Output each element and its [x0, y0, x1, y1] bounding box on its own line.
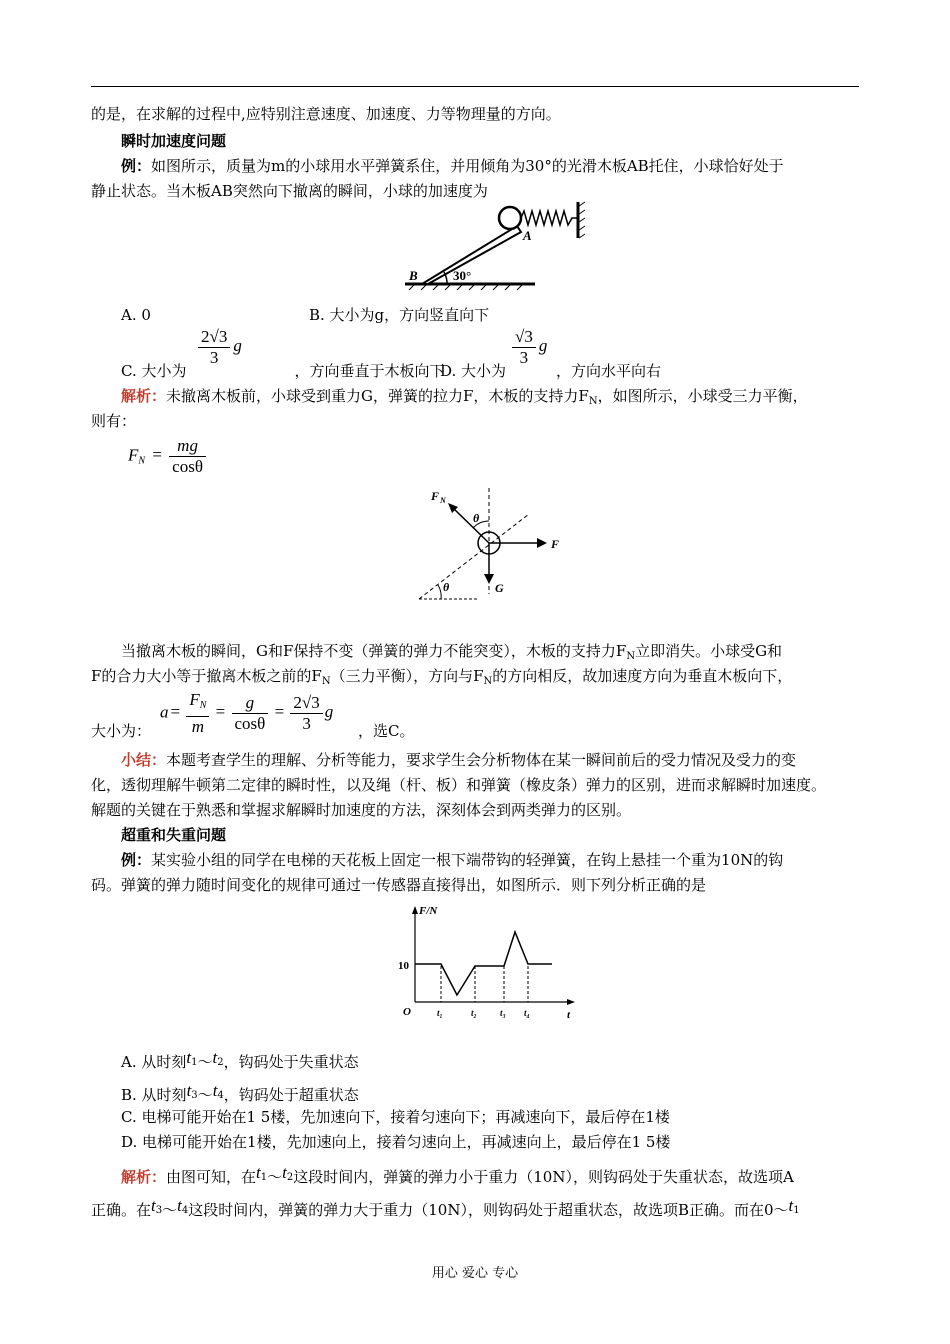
example-label: 例：	[121, 157, 152, 175]
svg-text:θ: θ	[473, 511, 480, 525]
equation-a: a = $\frac{F_N}{m}$ = $\frac{g}{\cos\theta}$ = $\frac{2√3}{3}$ g	[160, 690, 334, 736]
svg-text:O: O	[403, 1006, 411, 1018]
svg-text:t₃: t₃	[500, 1008, 506, 1018]
force-time-chart	[395, 900, 585, 1020]
label-a: A	[523, 228, 532, 243]
page-footer: 用心 爱心 专心	[431, 1266, 519, 1281]
svg-text:F: F	[431, 489, 440, 503]
force-curve	[415, 932, 552, 995]
summary-label: 小结：	[121, 751, 167, 769]
analysis1-line2: 则有：	[91, 412, 137, 430]
option-a: A. 0	[121, 306, 151, 324]
header-rule	[91, 86, 859, 87]
label-b: B	[409, 268, 418, 283]
analysis-label: 解析：	[121, 387, 167, 405]
example1-line2: 静止状态。当木板AB突然向下撤离的瞬间，小球的加速度为	[91, 182, 488, 200]
svg-text:t₁: t₁	[437, 1008, 443, 1018]
example1-text1: 如图所示，质量为m的小球用水平弹簧系住，并用倾角为30°的光滑木板AB托住，小球恰好处于	[151, 157, 784, 175]
summary-line3: 解题的关键在于熟悉和掌握求解瞬时加速度的方法，深刻体会到两类弹力的区别。	[91, 801, 632, 819]
summary-line2: 化，透彻理解牛顿第二定律的瞬时性，以及绳（杆、板）和弹簧（橡皮条）弹力的区别，进而求解瞬时加速度。	[91, 776, 827, 794]
incline-figure	[395, 200, 595, 295]
analysis2-line1: 解析：由图可知，在$t^1\sim t^2$这段时间内，弹簧的弹力小于重力（10N），则钩码处于失重状态，故选项A	[121, 1163, 794, 1186]
option-b: B. 大小为g，方向竖直向下	[309, 306, 490, 324]
analysis1-line1: 解析：未撤离木板前，小球受到重力G，弹簧的拉力F，木板的支持力$F_N$，如图所示，小球受三力平衡，	[121, 387, 808, 407]
option2-d: D. 电梯可能开始在1楼，先加速向上，接着匀速向上，再减速向上，最后停在1 5楼	[121, 1133, 671, 1151]
svg-text:t: t	[567, 1009, 571, 1020]
para2-line3: 大小为： ，选C。	[91, 722, 415, 740]
analysis2-line2: 正确。在$t^3\sim t^4$这段时间内，弹簧的弹力大于重力（10N），则钩码处于超重状态，故选项B正确。而在$0\sim t^1$	[91, 1196, 800, 1219]
equation-fn: $F_N$ = $\frac{mg}{\cos\theta}$	[128, 436, 206, 477]
section2-title: 超重和失重问题	[121, 826, 227, 844]
option2-b: B. 从时刻$t^3\sim t^4$，钩码处于超重状态	[121, 1081, 359, 1104]
summary-line1: 小结：本题考查学生的理解、分析等能力，要求学生会分析物体在某一瞬间前后的受力情况及受力的变	[121, 751, 797, 769]
svg-text:G: G	[495, 581, 504, 595]
option2-c: C. 电梯可能开始在1 5楼，先加速向下，接着匀速向下；再减速向下，最后停在1楼	[121, 1108, 670, 1126]
option-c: C. 大小为 ，方向垂直于木板向下	[121, 362, 445, 380]
angle-label: 30°	[453, 268, 472, 283]
option-d: D. 大小为 ，方向水平向右	[440, 362, 662, 380]
example2-line1: 例：某实验小组的同学在电梯的天花板上固定一根下端带钩的轻弹簧，在钩上悬挂一个重为10N的钩	[121, 851, 784, 869]
svg-text:θ: θ	[443, 580, 450, 594]
svg-text:t₄: t₄	[524, 1008, 530, 1018]
example2-line2: 码。弹簧的弹力随时间变化的规律可通过一传感器直接得出，如图所示．则下列分析正确的是	[91, 876, 707, 894]
para2-line2: F的合力大小等于撤离木板之前的$F_N$（三力平衡），方向与$F_N$的方向相反，故加速度方向为垂直木板向下，	[91, 667, 793, 687]
svg-text:F: F	[551, 537, 560, 551]
frac-c: $\frac{2√3}{3}$ g	[198, 327, 242, 368]
frac-d: $\frac{√3}{3}$ g	[512, 327, 547, 368]
section1-title: 瞬时加速度问题	[121, 132, 227, 150]
intro-line: 的是，在求解的过程中,应特别注意速度、加速度、力等物理量的方向。	[91, 105, 561, 123]
svg-text:N: N	[440, 496, 446, 505]
para2-line1: 当撤离木板的瞬间，G和F保持不变（弹簧的弹力不能突变），木板的支持力$F_N$立即消失。小球受G和	[121, 642, 783, 662]
svg-text:F/N: F/N	[419, 905, 438, 917]
svg-text:t₂: t₂	[471, 1008, 477, 1018]
option2-a: A. 从时刻$t^1\sim t^2$，钩码处于失重状态	[121, 1048, 359, 1071]
force-diagram	[415, 484, 575, 604]
svg-text:10: 10	[398, 960, 409, 972]
example1-line1	[121, 156, 784, 176]
